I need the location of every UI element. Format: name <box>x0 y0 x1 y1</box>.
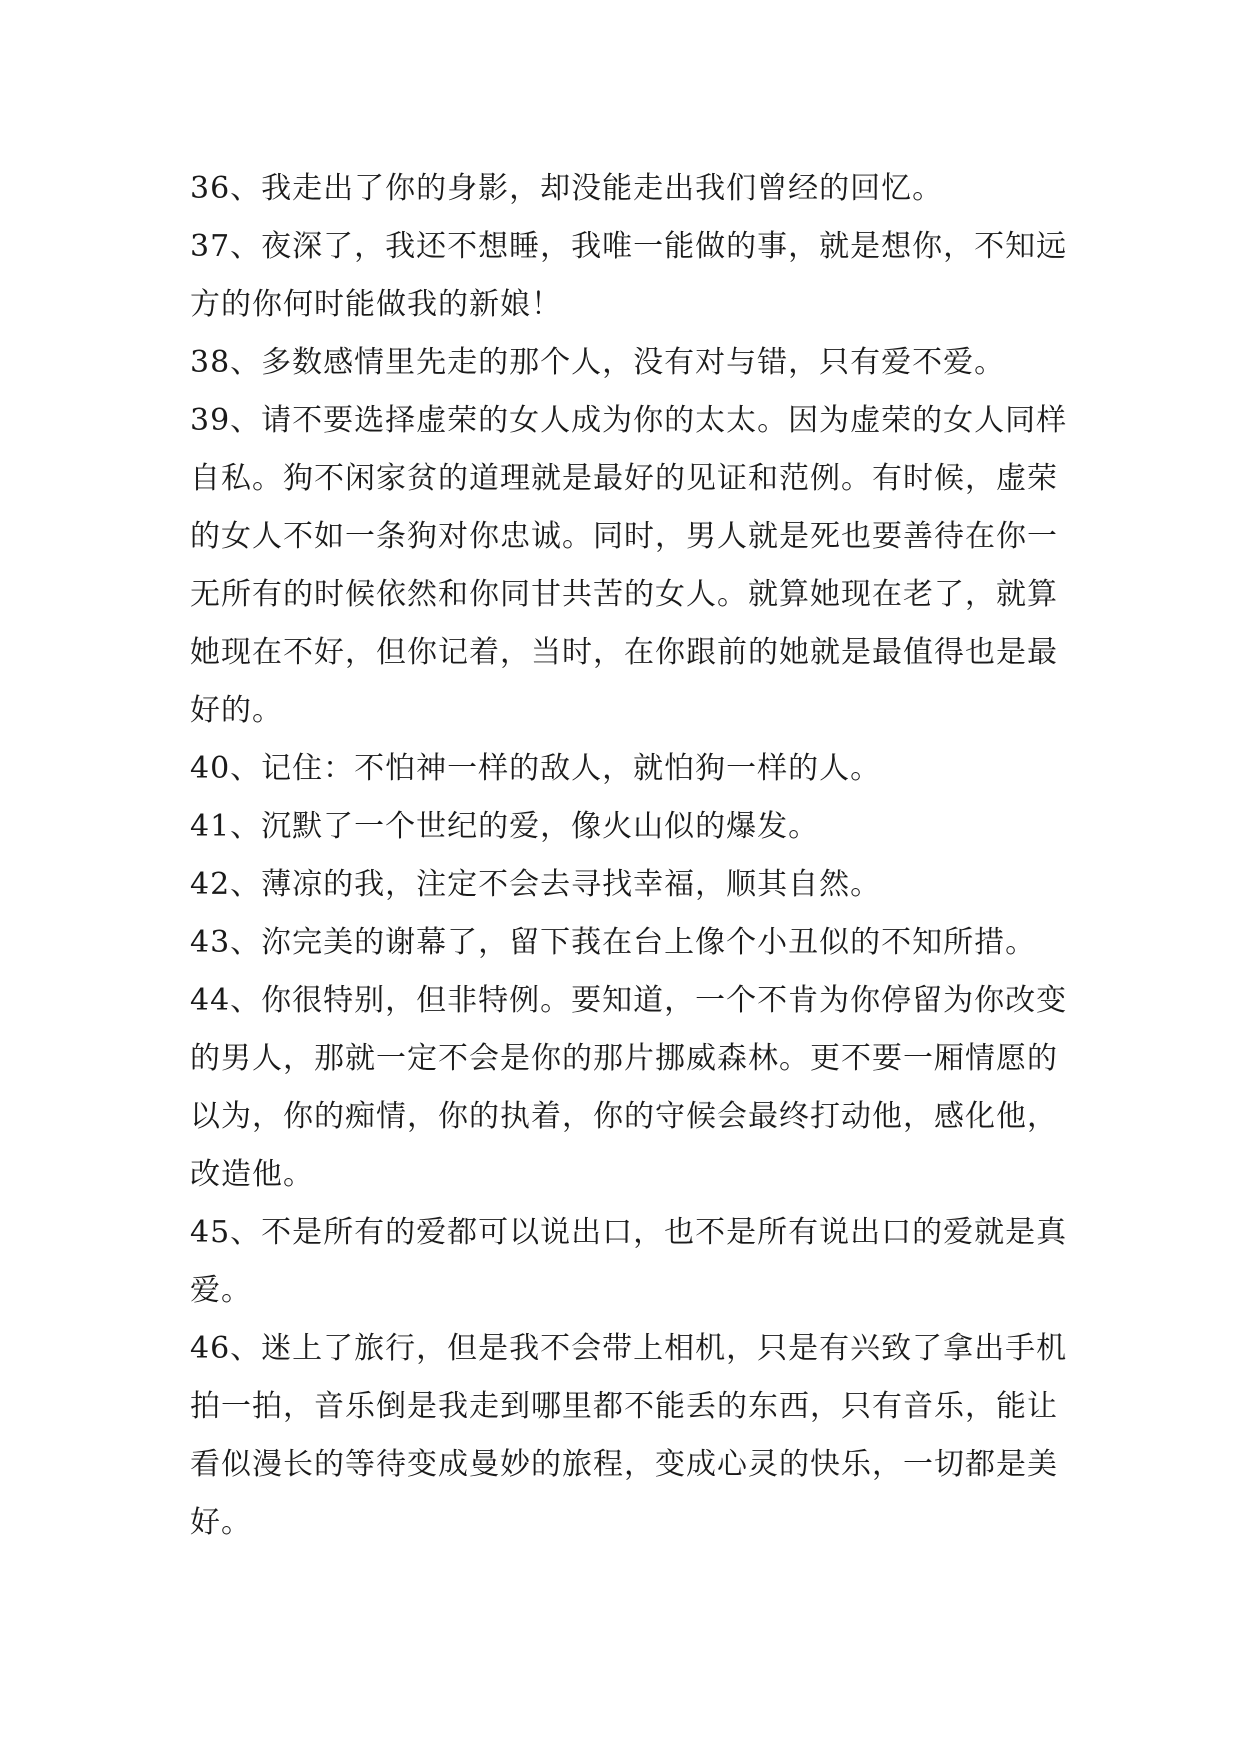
paragraph-40: 40、记住：不怕神一样的敌人，就怕狗一样的人。 <box>190 751 882 786</box>
paragraph-36: 36、我走出了你的身影，却没能走出我们曾经的回忆。 <box>190 171 944 206</box>
document-body <box>190 160 1070 1552</box>
paragraph-38: 38、多数感情里先走的那个人，没有对与错，只有爱不爱。 <box>190 345 1006 380</box>
paragraph-39: 39、请不要选择虚荣的女人成为你的太太。因为虚荣的女人同样自私。狗不闲家贫的道理就是最好的见证和范例。有时候，虚荣的女人不如一条狗对你忠诚。同时，男人就是死也要善待在你一无所有的时候依然和你同甘共苦的女人。就算她现在老了，就算她现在不好，但你记着，当时，在你跟前的她就是最值得也是最好的。 <box>190 403 1068 728</box>
paragraph-41: 41、沉默了一个世纪的爱，像火山似的爆发。 <box>190 809 820 844</box>
paragraph-46: 46、迷上了旅行，但是我不会带上相机，只是有兴致了拿出手机拍一拍，音乐倒是我走到哪里都不能丢的东西，只有音乐，能让看似漫长的等待变成曼妙的旅程，变成心灵的快乐，一切都是美好。 <box>190 1331 1068 1540</box>
paragraph-42: 42、薄凉的我，注定不会去寻找幸福，顺其自然。 <box>190 867 882 902</box>
paragraph-44: 44、你很特别，但非特例。要知道，一个不肯为你停留为你改变的男人，那就一定不会是你的那片挪威森林。更不要一厢情愿的以为，你的痴情，你的执着，你的守候会最终打动他，感化他，改造他。 <box>190 983 1068 1192</box>
paragraph-37: 37、夜深了，我还不想睡，我唯一能做的事，就是想你，不知远方的你何时能做我的新娘！ <box>190 229 1068 322</box>
paragraph-45: 45、不是所有的爱都可以说出口，也不是所有说出口的爱就是真爱。 <box>190 1215 1068 1308</box>
paragraph-43: 43、沵完美的谢幕了，留下莪在台上像个小丑似的不知所措。 <box>190 925 1037 960</box>
